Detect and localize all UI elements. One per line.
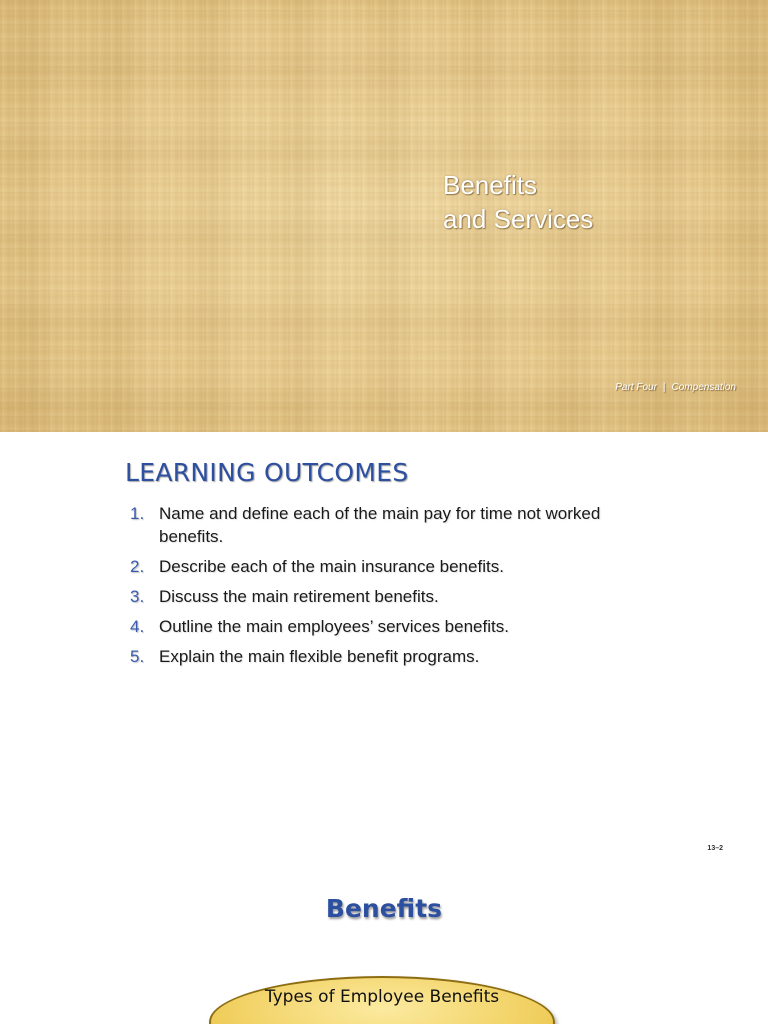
outcomes-heading: LEARNING OUTCOMES (125, 458, 409, 487)
outcomes-list (130, 502, 610, 675)
outcome-text: Describe each of the main insurance benefits. (159, 557, 504, 576)
types-of-benefits-oval (209, 976, 555, 1024)
part-name: Part Four (615, 382, 657, 393)
outcome-number: 3. (130, 587, 145, 606)
outcome-text: Name and define each of the main pay for time not worked benefits. (159, 504, 601, 546)
outcome-number: 1. (130, 504, 145, 523)
slide-number: 13–2 (707, 845, 723, 852)
section-name: Compensation (671, 382, 736, 393)
outcome-text: Discuss the main retirement benefits. (159, 587, 439, 606)
outcome-number: 5. (130, 647, 145, 666)
outcome-text: Explain the main flexible benefit programs. (159, 647, 480, 666)
part-separator: | (662, 382, 666, 393)
title-line-2: and Services (443, 204, 594, 234)
oval-label: Types of Employee Benefits (264, 987, 500, 1007)
title-line-1: Benefits (443, 170, 537, 200)
list-item (130, 585, 610, 608)
list-item (130, 645, 610, 668)
list-item (130, 615, 610, 638)
title-slide (0, 0, 768, 432)
list-item (130, 502, 610, 548)
learning-outcomes-slide (0, 432, 768, 864)
outcome-text: Outline the main employees’ services benefits. (159, 617, 509, 636)
slide-title (443, 168, 593, 236)
outcome-number: 2. (130, 557, 145, 576)
outcome-number: 4. (130, 617, 145, 636)
list-item (130, 555, 610, 578)
part-label (615, 382, 736, 393)
benefits-heading: Benefits (325, 894, 443, 923)
benefits-slide (0, 864, 768, 1024)
